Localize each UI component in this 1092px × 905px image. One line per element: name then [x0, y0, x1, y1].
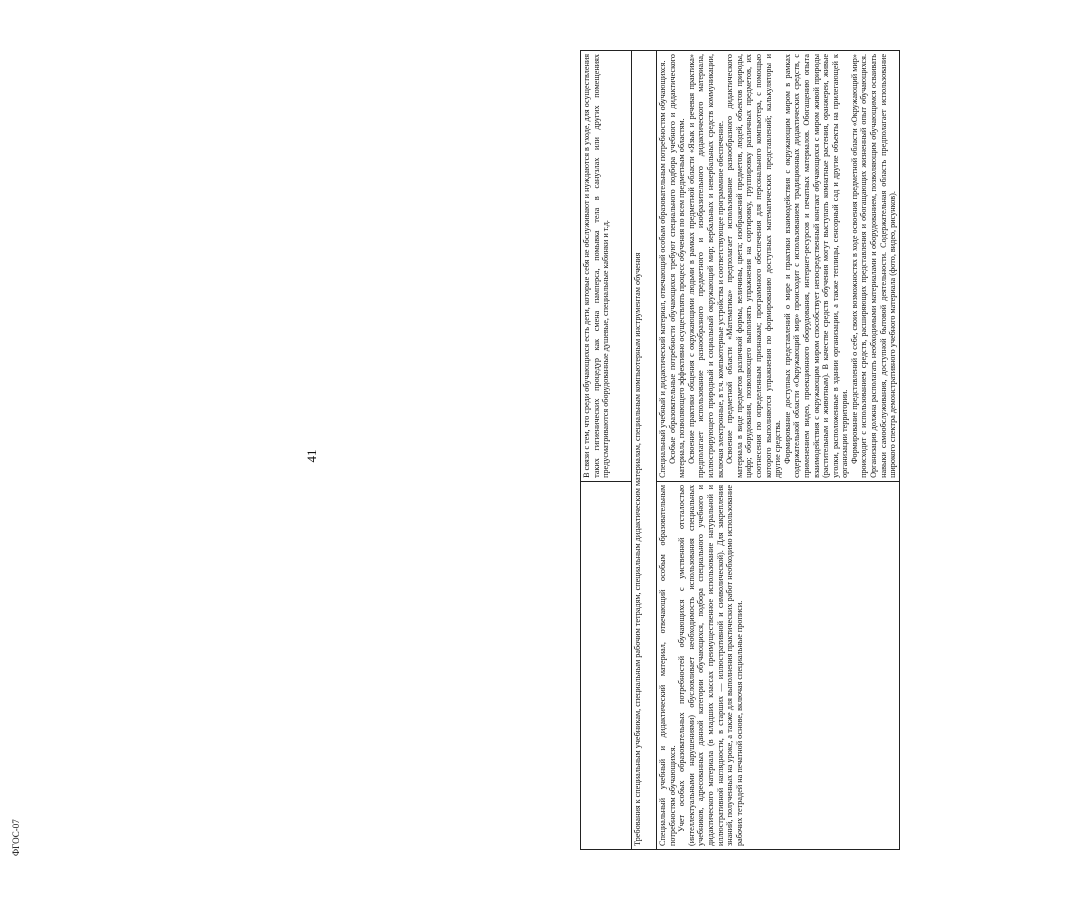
rotated-page-content: [580, 50, 1092, 850]
table-row: [632, 51, 657, 850]
requirements-table: [580, 50, 900, 850]
section-header-cell: [632, 51, 657, 850]
paragraph: Специальный учебный и дидактический материал, отвечающий особым образовательным потребностям обучающихся.: [658, 60, 667, 478]
paragraph: Формирование представлений о себе, своих возможностях в ходе освоения предметной области «Окружающий мир» происходит с использованием средств, расширяющих представления и обогащающих жизненный опыт обучающихся. Организация должна располагать необходимыми материалами и оборудованием, позволяющим обучающимся осваивать навыки самообслуживания, доступной бытовой деятельности. Содержательная область предполагает использование широкого спектра демонстративного учебного материала (фото, видео, рисунков).: [849, 54, 898, 478]
section-header-text: Требования к специальным учебникам, специальным рабочим тетрадям, специальным дидактическим материалам, специальным компьютерным инструментам обучения: [633, 252, 642, 846]
table-row: [657, 51, 900, 850]
footer-code: ФГОС-07: [11, 819, 21, 856]
page-number: 41: [304, 449, 319, 463]
table-cell: [581, 51, 632, 482]
paragraph: Освоение предметной области «Математика» предполагает использование разнообразного дидактического материала в виде предметов различной формы, величины, цвета; изображений предметов, людей, объектов природы, цифр; оборудования, позволяющего выполнять упражнения на сортировку, группировку различных предметов, их соотнесения по определенным признакам; программного обеспечения для персонального компьютера, с помощью которого выполняются упражнения по формированию доступных математических представлений; калькуляторы и другие средства.: [725, 54, 783, 478]
paragraph: Специальный учебный и дидактический материал, отвечающий особым образовательным потребностям обучающихся.: [658, 484, 677, 846]
right-column-cell: [657, 51, 900, 482]
paragraph: Учет особых образовательных потребностей обучающихся с умственной отсталостью (интеллектуальными нарушениями) обусловливает необходимость использования специальных учебников, адресованных данной категории обучающихся, подбора специального учебного и дидактического материала (в младших классах преимущественное использование натуральной и иллюстративной наглядности, в старших — иллюстративной и символической). Для закрепления знаний, полученных на уроке, а также для выполнения практических работ необходимо использование рабочих тетрадей на печатной основе, включая специальные прописи.: [677, 484, 744, 846]
paragraph: Особые образовательные потребности обучающихся требуют специального подбора учебного и дидактического материала, позволяющего эффективно осуществлять процесс обучения по всем предметным областям.: [667, 54, 687, 478]
paragraph: Формирование доступных представлений о мире и практики взаимодействия с окружающим миром в рамках содержательной области «Окружающий мир» происходит с использованием традиционных дидактических средств, с применением видео, проекционного оборудования, интернет-ресурсов и печатных материалов. Обогащению опыта взаимодействия с окружающим миром способствует непосредственный контакт обучающихся с миром живой природы (растительным и животным). В качестве средств обучения могут выступать комнатные растения, оранжереи, живые уголки, расположенные в здании организации, а также теплицы, сенсорный сад и другие объекты на прилегающей к организации территории.: [782, 54, 850, 478]
table-row: [581, 51, 632, 850]
empty-cell: [581, 481, 632, 849]
left-column-cell: [657, 481, 900, 849]
top-right-text: В связи с тем, что среди обучающихся есть дети, которые себя не обслуживают и нуждаются в уходе, для осуществления таких гигиенических процедур как смена памперса, помывка тела в санузлах или других помещениях предусматриваются оборудованные душевые, специальные кабинки и т.д.: [582, 54, 611, 478]
paragraph: Освоение практики общения с окружающими людьми в рамках предметной области «Язык и речевая практика» предполагает использование разнообразного предметного и изобразительного дидактического материала, иллюстрирующего природный и социальный окружающий мир; вербальных и невербальных средств коммуникации, включая электронные, в т.ч. компьютерные устройства и соответствующее программное обеспечение.: [686, 54, 725, 478]
